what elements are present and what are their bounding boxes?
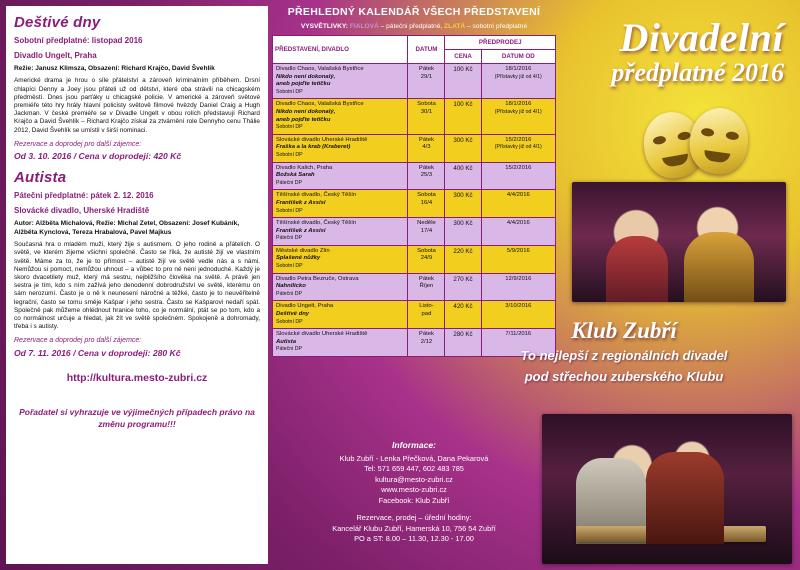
row-from: 12/9/2016 xyxy=(505,275,532,282)
left-info-panel xyxy=(6,6,268,564)
cell-price: 270 Kč xyxy=(445,273,481,301)
row-play: Nikdo není dokonalý, xyxy=(276,73,336,80)
row-day: Sobota xyxy=(417,101,436,108)
table-row xyxy=(273,134,556,162)
row-subscription: Sobotní DP xyxy=(276,151,303,158)
cell-date xyxy=(408,273,445,301)
info-email[interactable]: kultura@mesto-zubri.cz xyxy=(375,474,453,484)
row-subscription: Sobotní DP xyxy=(276,88,303,95)
row-date: 25/3 xyxy=(420,172,433,179)
row-from: 15/2/2016 xyxy=(505,136,532,143)
bench-prop xyxy=(576,526,766,542)
row-from: 18/1/2016 xyxy=(505,101,532,108)
brand-title xyxy=(454,15,784,88)
contact-info xyxy=(272,440,556,545)
row-date: 2/12 xyxy=(420,338,433,345)
row-play: Autista xyxy=(276,338,296,345)
table-row xyxy=(273,245,556,273)
legend-violet: FIALOVÁ xyxy=(349,23,379,30)
row-day: Sobota xyxy=(417,192,436,199)
row-date: 24/9 xyxy=(420,255,433,262)
row-note: (Přístavky již od 4/1) xyxy=(494,108,542,115)
info-spacer xyxy=(272,506,556,513)
show2-theatre: Slovácké divadlo, Uherské Hradiště xyxy=(14,206,150,216)
row-play: Splašené nůžky xyxy=(276,255,321,262)
calendar-heading: PŘEHLEDNÝ KALENDÁŘ VŠECH PŘEDSTAVENÍ xyxy=(287,6,541,18)
info-facebook[interactable]: Facebook: Klub Zubří xyxy=(378,495,450,505)
cell-price: 300 Kč xyxy=(445,218,481,246)
row-subscription: Sobotní DP xyxy=(276,263,303,270)
cell-price: 100 Kč xyxy=(445,99,481,134)
cell-date-from xyxy=(481,99,555,134)
brand-line-2: předplatné 2016 xyxy=(611,58,784,87)
row-play: Deštivé dny xyxy=(276,311,310,318)
cell-show xyxy=(273,64,408,99)
row-day: Pátek xyxy=(418,66,434,72)
info-line-1: Klub Zubří - Lenka Přečková, Dana Pekarová xyxy=(339,453,489,463)
row-date: 29/1 xyxy=(420,73,433,80)
row-play: Božská Sarah xyxy=(276,172,315,179)
cell-date-from xyxy=(481,245,555,273)
table-row xyxy=(273,99,556,134)
show1-reservation: Rezervace a doprodej pro další zájemce: xyxy=(14,140,142,148)
row-theatre: Divadlo Ungelt, Praha xyxy=(276,303,334,310)
col-date: DATUM xyxy=(408,36,445,64)
row-date: 4/3 xyxy=(422,144,431,151)
row-play-2: aneb pojďte tetičku xyxy=(276,116,331,123)
cell-date xyxy=(408,134,445,162)
row-from: 18/1/2016 xyxy=(505,66,532,72)
row-subscription: Pátečni DP xyxy=(276,235,302,242)
mask-eye-right xyxy=(725,131,739,141)
cell-price: 400 Kč xyxy=(445,162,481,190)
row-subscription: Pátečni DP xyxy=(276,346,302,353)
row-note: (Přístavky již od 4/1) xyxy=(494,73,542,80)
program-change-notice: Pořadatel si vyhrazuje ve výjimečných případech právo na změnu programu!!! xyxy=(19,406,255,429)
row-from: 7/11/2016 xyxy=(505,331,532,338)
reservation-hours: PO a ST: 8.00 – 11.30, 12.30 - 17.00 xyxy=(354,534,474,543)
klub-title: Klub Zubří xyxy=(571,318,677,343)
cell-date xyxy=(408,64,445,99)
cell-date xyxy=(408,162,445,190)
info-web[interactable]: www.mesto-zubri.cz xyxy=(381,485,447,494)
reservation-title: Rezervace, prodej – úřední hodiny: xyxy=(356,513,472,522)
row-day: Pátek xyxy=(418,331,434,338)
cell-show xyxy=(273,162,408,190)
cell-date-from xyxy=(481,218,555,246)
row-play: Nahnilicko xyxy=(276,283,306,290)
row-from: 4/4/2016 xyxy=(506,220,530,227)
table-row xyxy=(273,190,556,218)
col-price: CENA xyxy=(445,50,481,64)
show1-title: Deštivé dny xyxy=(14,14,101,31)
row-play: František z Assisi xyxy=(276,199,326,206)
row-from: 15/2/2016 xyxy=(505,164,532,171)
cell-date xyxy=(408,218,445,246)
photo-stage-scene xyxy=(542,414,792,564)
info-line-2: Tel: 571 659 447, 602 483 785 xyxy=(364,464,464,473)
cell-show xyxy=(273,301,408,329)
cell-date xyxy=(408,329,445,357)
show1-subscription: Sobotní předplatné: listopad 2016 xyxy=(14,36,143,45)
row-theatre: Městské divadlo Zlín xyxy=(276,247,330,254)
cell-show xyxy=(273,218,408,246)
row-date: Říjen xyxy=(419,283,434,290)
cell-date-from xyxy=(481,273,555,301)
cell-date xyxy=(408,245,445,273)
photo-actors xyxy=(572,182,786,302)
row-play: Fraška a la krab (Kraberet) xyxy=(276,144,351,151)
cell-date xyxy=(408,301,445,329)
row-subscription: Sobotní DP xyxy=(276,207,303,214)
col-show: PŘEDSTAVENÍ, DIVADLO xyxy=(273,36,408,64)
cell-price: 280 Kč xyxy=(445,329,481,357)
cell-price: 420 Kč xyxy=(445,301,481,329)
row-play-2: aneb pojďte tetičku xyxy=(276,81,331,88)
show2-description: Současná hra o mladém muži, který žije s autismem. O jeho rodině a přátelích. O světě, ve kterém žijeme všichni společně. Často se říká, že autisté žijí ve vlastním světě. Máme za to, že je to přímost – autisté žijí ve světě vedle nás a s námi. Nemůžou si pomoct, nemůžou uhnout – a vůbec to pro ně není jednoduché. Každý je skoro dvacetilety muž, který má sestru, nejbližšího člověka na světě. A právě jen sestra je tím, kdo s ním zažívá jeho denodenní dobrodružství ve světě, kterému on sám nerozumí. Často je o ně k neunesení náročné a těžké, často je to neuvěřitelně legrační, často se tomu směje Kašpar i jeho sestra. Často se Kašparovi nedaří spát. Společně pak můžeme ohlédnout hranice toho, co je normální, ptát se po tom, kdo a co normálnost určuje a hledat, jak žít ve světě společném. Spokojeně a dohromady, třeba i s autisty. xyxy=(14,241,260,331)
cell-show xyxy=(273,134,408,162)
row-date: 17/4 xyxy=(420,227,433,234)
row-theatre: Divadlo Kalich, Praha xyxy=(276,164,333,171)
show2-credits: Autor: Alžběta Michalová, Režie: Michal Zetel, Obsazení: Josef Kubáník, Alžběta Kynclová, Tereza Hrabalová, Pavel Majkus xyxy=(14,220,240,236)
row-from: 3/10/2016 xyxy=(505,303,532,310)
table-row xyxy=(273,273,556,301)
reservation-address: Kancelář Klubu Zubří, Hamerská 10, 756 54 Zubří xyxy=(332,523,496,533)
cell-price: 100 Kč xyxy=(445,64,481,99)
row-theatre: Divadlo Chaos, Valašská Bystřice xyxy=(276,101,364,108)
table-row xyxy=(273,218,556,246)
legend-gold: ZLATÁ xyxy=(444,23,466,30)
row-subscription: Sobotní DP xyxy=(276,124,303,131)
row-day: Neděle xyxy=(417,220,436,227)
row-day: Pátek xyxy=(418,136,434,143)
row-subscription: Pátečni DP xyxy=(276,290,302,297)
row-subscription: Sobotní DP xyxy=(276,318,303,325)
cell-price: 300 Kč xyxy=(445,134,481,162)
legend-prefix: VYSVĚTLIVKY: xyxy=(300,23,350,30)
cell-date xyxy=(408,190,445,218)
show2-reservation: Rezervace a doprodej pro další zájemce: xyxy=(14,337,142,345)
row-day: Pátek xyxy=(418,164,434,171)
brand-line-1: Divadelní xyxy=(619,15,784,60)
row-note: (Přístavky již od 4/1) xyxy=(494,144,542,151)
row-date: 30/1 xyxy=(420,108,433,115)
row-day: Sobota xyxy=(417,247,436,254)
row-play: František z Assisi xyxy=(276,227,326,234)
row-play: Nikdo není dokonalý, xyxy=(276,108,336,115)
cell-date xyxy=(408,99,445,134)
row-from: 5/9/2016 xyxy=(506,247,530,254)
show1-description: Americké drama je hrou o síle přátelství a zároveň kriminálním příběhem. Drsní chlapíci Denny a Joey jsou přáteli už od dětství, které oba strávili na chicagském předměstí. Dnes jsou parťáky u chicagské policie. V americké a zároveň světové premiéře této hry hrály hlavní policisty světově filmové hvězdy Daniel Craig a Hugh Jackman. V české premiéře se v Divadle Ungelt v obou rolích představují Richard Krajčo a David Švehlík – Richard Krajčo získal za ztvárnění role Dennyho cenu Thálie 2012, David Švehlík se umístil v širší nominaci. xyxy=(14,77,260,134)
show2-price: Od 7. 11. 2016 / Cena v doprodeji: 280 Kč xyxy=(14,347,181,358)
row-date: pad xyxy=(421,311,432,318)
row-theatre: Těšínské divadlo, Český Těšín xyxy=(276,220,357,227)
row-theatre: Divadlo Chaos, Valašská Bystřice xyxy=(276,66,364,72)
show1-price: Od 3. 10. 2016 / Cena v doprodeji: 420 Kč xyxy=(14,151,182,162)
show2-title: Autista xyxy=(14,169,67,187)
cell-price: 300 Kč xyxy=(445,190,481,218)
legend-suffix: – sobotní předplatné xyxy=(465,23,528,30)
mask-mouth xyxy=(703,150,730,164)
cell-date-from xyxy=(481,134,555,162)
cell-show xyxy=(273,273,408,301)
row-theatre: Těšínské divadlo, Český Těšín xyxy=(276,192,357,199)
col-date-from: DATUM OD xyxy=(481,50,555,64)
row-day: Pátek xyxy=(418,275,434,282)
row-date: 16/4 xyxy=(420,199,433,206)
klub-tagline-1: To nejlepší z regionálních divadel xyxy=(520,348,728,363)
klub-tagline-2: pod střechou zuberského Klubu xyxy=(524,369,724,384)
cell-show xyxy=(273,245,408,273)
mask-mouth xyxy=(662,154,689,168)
cell-show xyxy=(273,99,408,134)
cell-date-from xyxy=(481,162,555,190)
cell-date-from xyxy=(481,190,555,218)
info-title: Informace: xyxy=(392,440,436,450)
klub-block xyxy=(464,318,784,386)
theatre-masks-icon xyxy=(644,108,762,178)
row-theatre: Slovácké divadlo Uherské Hradiště xyxy=(276,331,368,338)
mask-eye-left xyxy=(701,127,715,137)
row-theatre: Slovácké divadlo Uherské Hradiště xyxy=(276,136,368,143)
cell-price: 220 Kč xyxy=(445,245,481,273)
row-theatre: Divadlo Petra Bezruče, Ostrava xyxy=(276,275,359,282)
row-from: 4/4/2016 xyxy=(506,192,530,199)
cell-show xyxy=(273,190,408,218)
cell-show xyxy=(273,329,408,357)
show1-credits: Režie: Janusz Klimsza, Obsazení: Richard Krajčo, David Švehlík xyxy=(14,65,215,72)
row-day: Listo- xyxy=(419,303,434,310)
mask-eye-left xyxy=(652,135,666,145)
show2-subscription: Pátečni předplatné: pátek 2. 12. 2016 xyxy=(14,191,154,201)
table-row xyxy=(273,162,556,190)
row-subscription: Pátečni DP xyxy=(276,179,302,186)
legend-mid: – pátečni předplatné, xyxy=(378,23,445,30)
website-link[interactable]: http://kultura.mesto-zubri.cz xyxy=(66,371,208,384)
show1-theatre: Divadlo Ungelt, Praha xyxy=(14,51,97,60)
col-sale: PŘEDPRODEJ xyxy=(445,36,556,50)
